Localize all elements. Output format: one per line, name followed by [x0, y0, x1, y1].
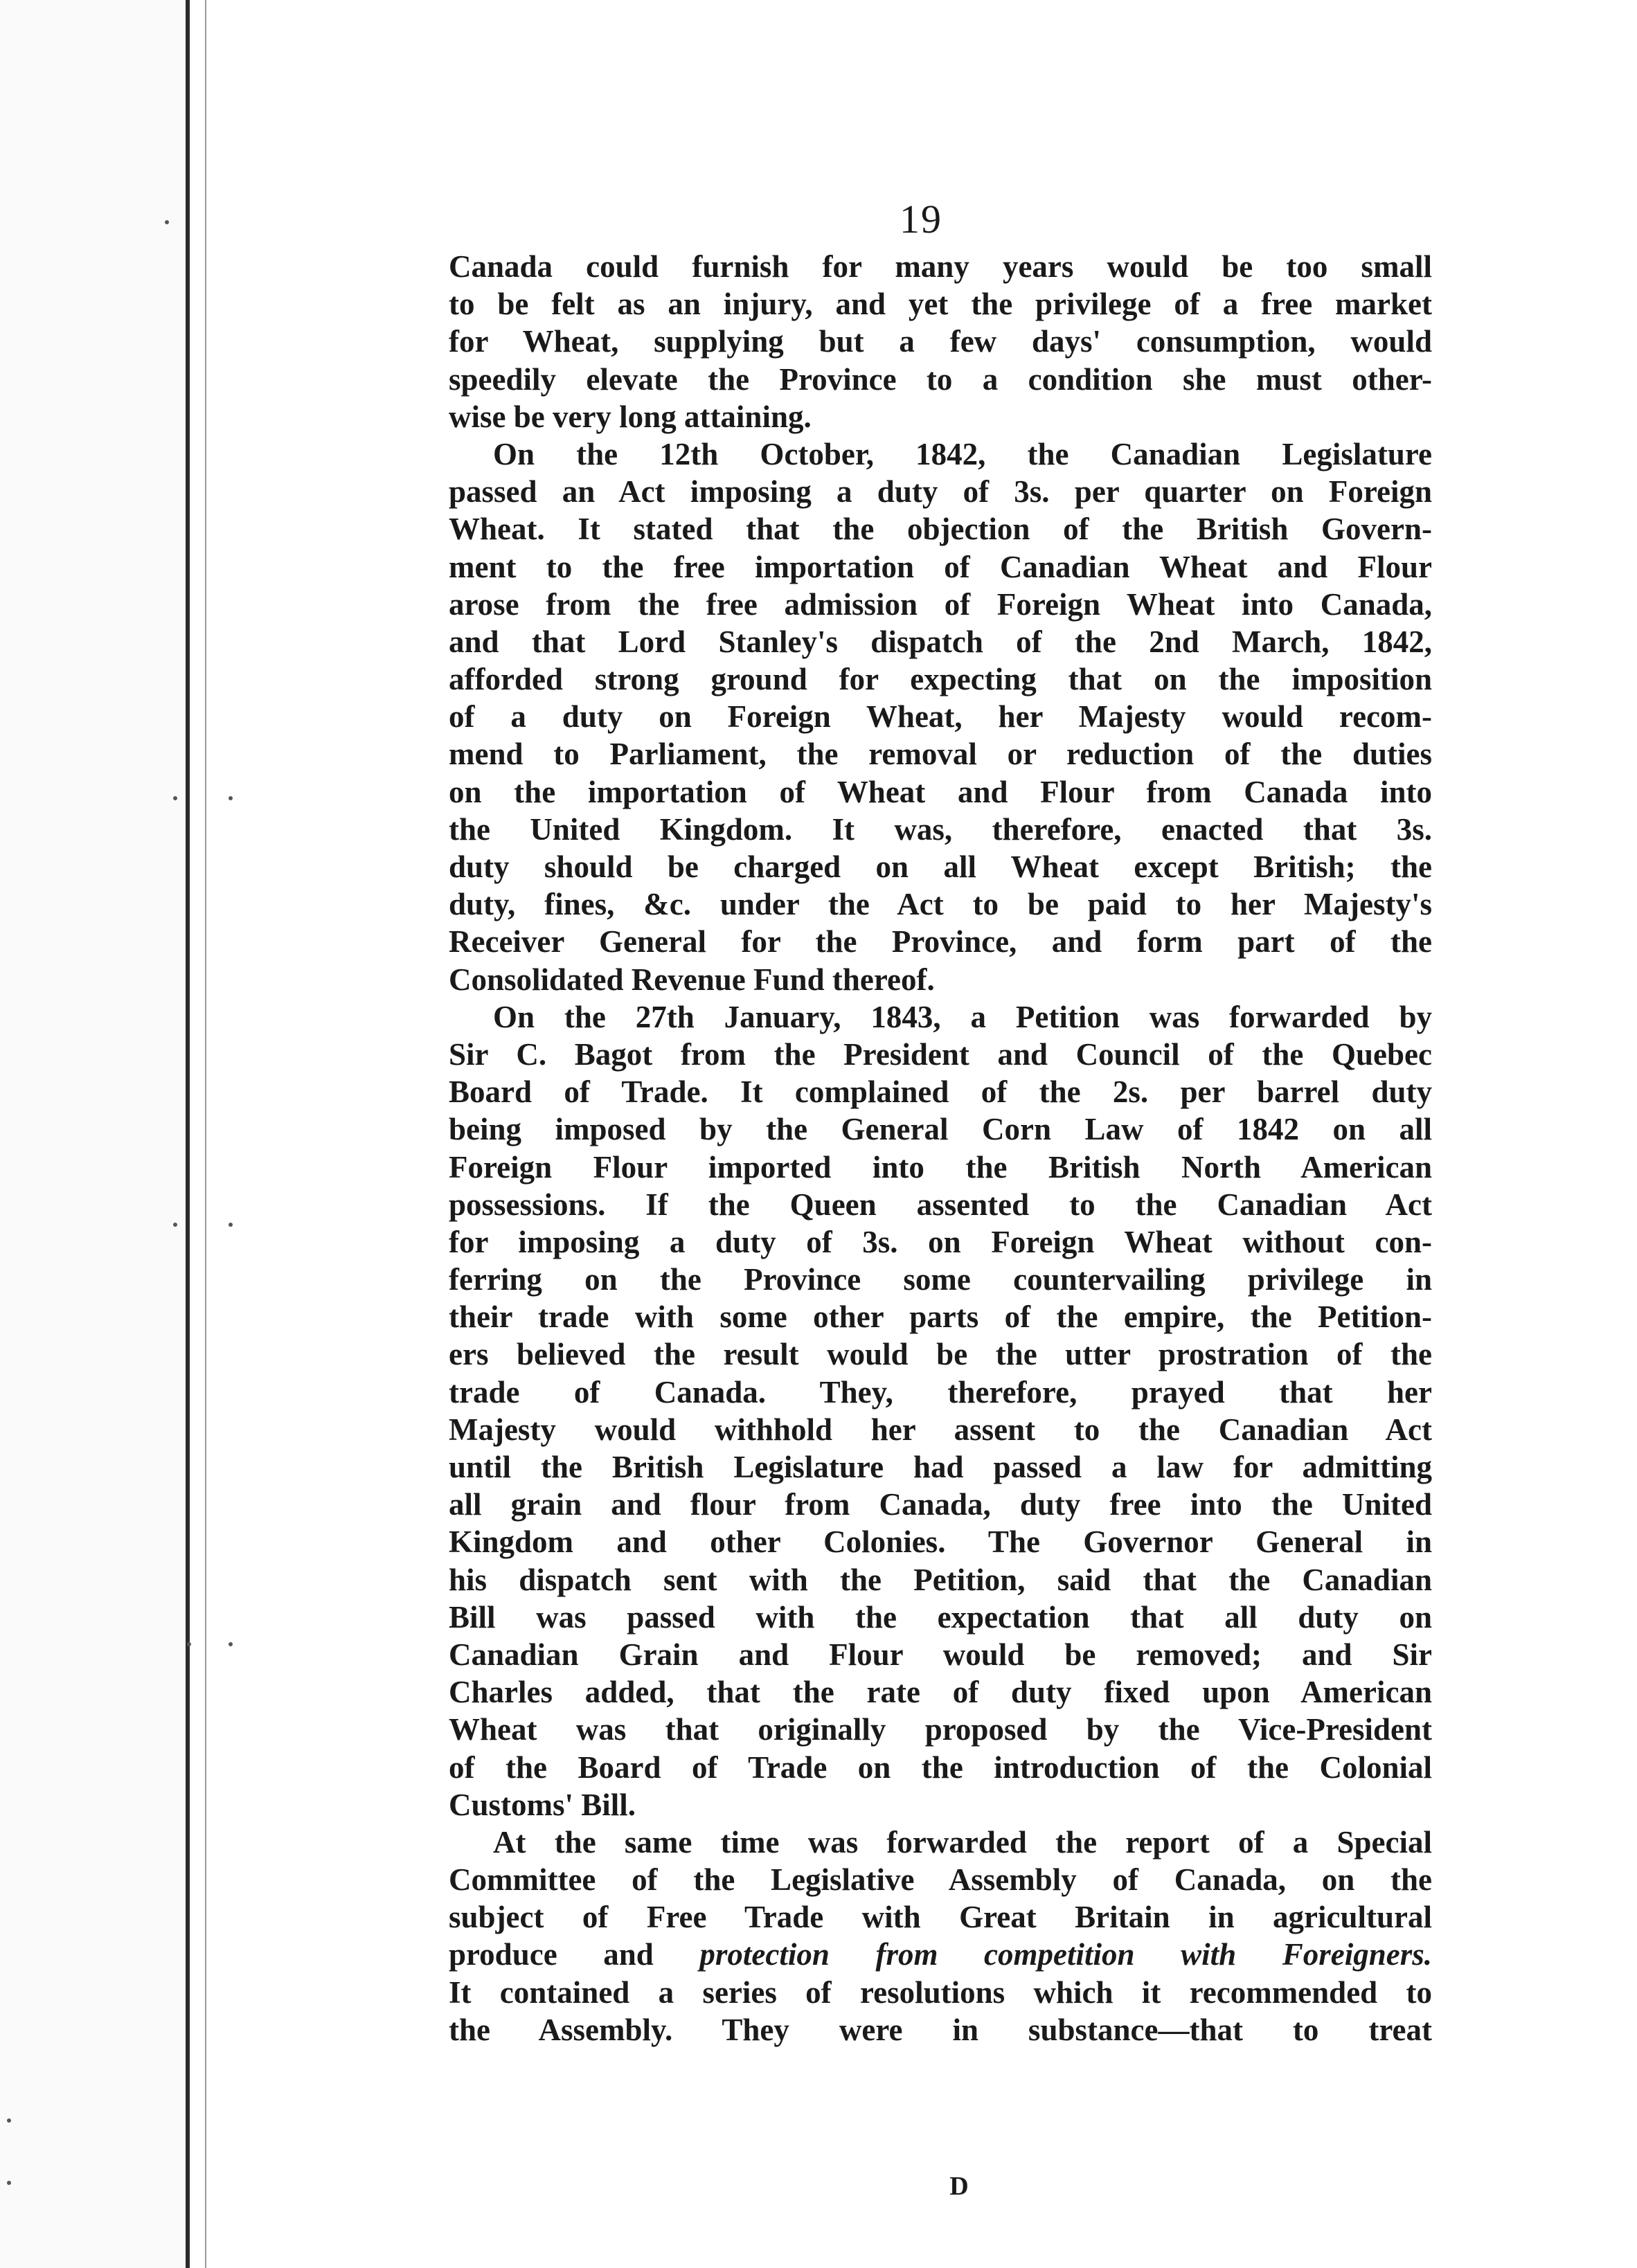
page-number: 19: [900, 197, 942, 242]
text-line: ers believed the result would be the utter prostration of the: [449, 1337, 1432, 1372]
scan-speck: [165, 220, 169, 224]
scan-speck: [173, 1223, 177, 1227]
text-line: speedily elevate the Province to a condition she must other-: [449, 361, 1432, 397]
paragraph-start-line: On the 27th January, 1843, a Petition was forwarded by: [493, 999, 1432, 1034]
text-line: afforded strong ground for expecting that on the imposition: [449, 662, 1432, 697]
body-text: [449, 248, 1432, 2049]
text-line: Customs' Bill.: [449, 1787, 636, 1822]
text-line: Canadian Grain and Flour would be removed; and Sir: [449, 1637, 1432, 1672]
text-line: mend to Parliament, the removal or reduction of the duties: [449, 737, 1432, 772]
text-line: Bill was passed with the expectation that all duty on: [449, 1599, 1432, 1635]
text-line: Receiver General for the Province, and form part of the: [449, 924, 1432, 960]
text-line: Sir C. Bagot from the President and Council of the Quebec: [449, 1036, 1432, 1072]
text-line: and that Lord Stanley's dispatch of the 2nd March, 1842,: [449, 624, 1432, 659]
binding-edge-line: [186, 0, 190, 2268]
text-line: ment to the free importation of Canadian Wheat and Flour: [449, 549, 1432, 584]
text-line-with-italic: [449, 1936, 1432, 1973]
text-segment: produce and: [449, 1937, 654, 1972]
text-line: for imposing a duty of 3s. on Foreign Wheat without con-: [449, 1224, 1432, 1259]
text-line: Majesty would withhold her assent to the Canadian Act: [449, 1412, 1432, 1447]
text-line: Wheat. It stated that the objection of the British Govern-: [449, 512, 1432, 547]
text-line: trade of Canada. They, therefore, prayed that her: [449, 1374, 1432, 1410]
text-line: Kingdom and other Colonies. The Governor General in: [449, 1524, 1432, 1560]
italic-text-segment: protection from competition with Foreigners.: [699, 1937, 1432, 1972]
text-line: subject of Free Trade with Great Britain in agricultural: [449, 1900, 1432, 1935]
text-line: Board of Trade. It complained of the 2s. per barrel duty: [449, 1074, 1432, 1110]
scan-speck: [229, 1223, 233, 1227]
scan-speck: [229, 796, 233, 800]
text-line: duty should be charged on all Wheat except British; the: [449, 849, 1432, 884]
paragraph-start-line: At the same time was forwarded the report of a Special: [493, 1824, 1432, 1860]
text-line: Foreign Flour imported into the British North American: [449, 1149, 1432, 1185]
text-line: Canada could furnish for many years would be too small: [449, 249, 1432, 284]
text-line: of the Board of Trade on the introduction of the Colonial: [449, 1749, 1432, 1785]
scan-speck: [173, 796, 177, 800]
text-line: the United Kingdom. It was, therefore, enacted that 3s.: [449, 811, 1432, 847]
text-line: Committee of the Legislative Assembly of Canada, on the: [449, 1862, 1432, 1898]
scan-speck: [7, 2181, 11, 2185]
text-line: Consolidated Revenue Fund thereof.: [449, 962, 935, 997]
text-line: It contained a series of resolutions which it recommended to: [449, 1974, 1432, 2010]
text-line: until the British Legislature had passed a law for admitting: [449, 1450, 1432, 1484]
text-line: of a duty on Foreign Wheat, her Majesty would recom-: [449, 699, 1432, 735]
printer-signature-mark: D: [949, 2172, 969, 2201]
text-line: the Assembly. They were in substance—that to treat: [449, 2012, 1432, 2047]
scan-speck: [7, 2118, 11, 2123]
text-line: Charles added, that the rate of duty fixed upon American: [449, 1675, 1432, 1710]
binding-gutter: [0, 0, 186, 2268]
text-line: being imposed by the General Corn Law of 1842 on all: [449, 1112, 1432, 1147]
text-line: arose from the free admission of Foreign Wheat into Canada,: [449, 586, 1432, 622]
text-line: to be felt as an injury, and yet the privilege of a free market: [449, 287, 1432, 322]
text-line: passed an Act imposing a duty of 3s. per quarter on Foreign: [449, 474, 1432, 510]
text-line: for Wheat, supplying but a few days' consumption, would: [449, 324, 1432, 359]
binding-edge-shadow: [205, 0, 206, 2268]
scan-speck: [187, 1642, 191, 1646]
text-line: Wheat was that originally proposed by the Vice-President: [449, 1712, 1432, 1747]
text-line: his dispatch sent with the Petition, said that the Canadian: [449, 1562, 1432, 1597]
paragraph-start-line: On the 12th October, 1842, the Canadian Legislature: [493, 436, 1432, 471]
text-line: wise be very long attaining.: [449, 399, 812, 434]
text-line: on the importation of Wheat and Flour from Canada into: [449, 774, 1432, 809]
text-line: possessions. If the Queen assented to the Canadian Act: [449, 1187, 1432, 1222]
scan-speck: [229, 1642, 233, 1646]
text-line: all grain and flour from Canada, duty free into the United: [449, 1487, 1432, 1522]
text-line: their trade with some other parts of the empire, the Petition-: [449, 1299, 1432, 1335]
text-line: ferring on the Province some countervailing privilege in: [449, 1262, 1432, 1297]
text-line: duty, fines, &c. under the Act to be paid to her Majesty's: [449, 887, 1432, 922]
